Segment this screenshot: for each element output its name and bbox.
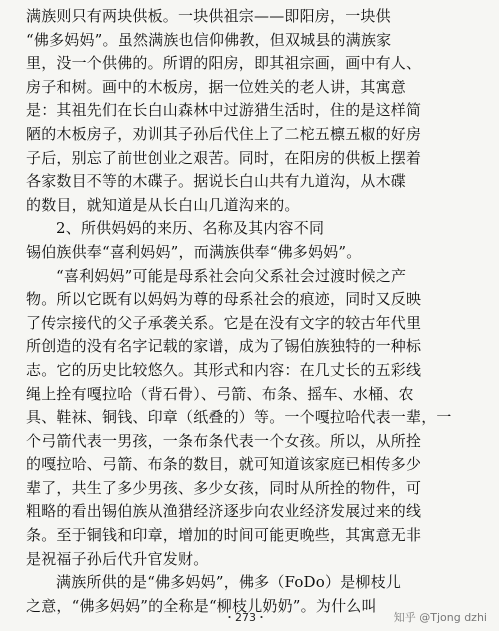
text-line-23: 条。至于铜钱和印章，增加的时间可能更晚些，其寓意无非 — [26, 526, 422, 545]
section-heading-2: 2、所供妈妈的来历、名称及其内容不同 — [56, 219, 325, 238]
text-line-8: 各家数目不等的木碟子。据说长白山共有九道沟，从木碟 — [26, 172, 407, 191]
text-line-4: 房子和树。画中的木板房，据一位姓关的老人讲，其寓意 — [26, 77, 407, 96]
body-text — [26, 5, 481, 618]
text-line-7: 子后，别忘了前世创业之艰苦。同时，在阳房的供板上摆着 — [26, 148, 422, 167]
text-line-16: 志。它的历史比较悠久。其形式和内容：在几丈长的五彩线 — [26, 360, 422, 379]
text-line-6: 陋的木板房子，劝训其子孙后代住上了二柁五檩五椒的好房 — [26, 124, 422, 143]
page-number: ・273・ — [224, 611, 267, 624]
text-line-21: 辈了，共生了多少男孩、多少女孩，同时从所拴的物件，可 — [26, 478, 422, 497]
text-line-14: 了传宗接代的父子承袭关系。它是在没有文字的较古年代里 — [26, 313, 422, 332]
text-line-9: 的数目，就知道是从长白山几道沟来的。 — [26, 195, 300, 214]
page-footer — [0, 608, 499, 628]
text-line-25: 满族所供的是“佛多妈妈”，佛多（FoDo）是柳枝儿 — [56, 573, 402, 592]
text-line-19: 个弓箭代表一男孩，一条布条代表一个女孩。所以，从所拴 — [26, 431, 422, 450]
text-line-22: 粗略的看出锡伯族从渔猎经济逐步向农业经济发展过来的线 — [26, 502, 422, 521]
text-line-24: 是祝福子孙后代升官发财。 — [26, 549, 209, 568]
watermark: 知乎 @Tjong dzhi — [393, 611, 487, 624]
text-line-15: 所创造的没有名字记载的家谱，成为了锡伯族独特的一种标 — [26, 337, 422, 356]
text-line-11: 锡伯族供奉“喜利妈妈”，而满族供奉“佛多妈妈”。 — [26, 242, 362, 261]
text-line-18: 具、鞋袜、铜钱、印章（纸叠的）等。一个嘎拉哈代表一辈，一 — [26, 408, 452, 427]
text-line-12: “喜利妈妈”可能是母系社会向父系社会过渡时候之产 — [56, 266, 407, 285]
text-line-26: 之意，“佛多妈妈”的全称是“柳枝儿奶奶”。为什么叫 — [26, 596, 377, 615]
text-line-13: 物。所以它既有以妈妈为尊的母系社会的痕迹，同时又反映 — [26, 290, 422, 309]
text-line-1: 满族则只有两块供板。一块供祖宗——即阳房，一块供 — [26, 7, 391, 25]
text-line-2: “佛多妈妈”。虽然满族也信仰佛教，但双城县的满族家 — [26, 30, 392, 49]
text-line-3: 里，没一个供佛的。所谓的阳房，即其祖宗画，画中有人、 — [26, 54, 422, 73]
text-line-20: 的嘎拉哈、弓箭、布条的数目，就可知道该家庭已相传多少 — [26, 455, 422, 474]
text-line-17: 绳上拴有嘎拉哈（背石骨）、弓箭、布条、摇车、水桶、农 — [26, 384, 414, 403]
text-line-5: 是：其祖先们在长白山森林中过游猎生活时，住的是这样简 — [26, 101, 422, 120]
